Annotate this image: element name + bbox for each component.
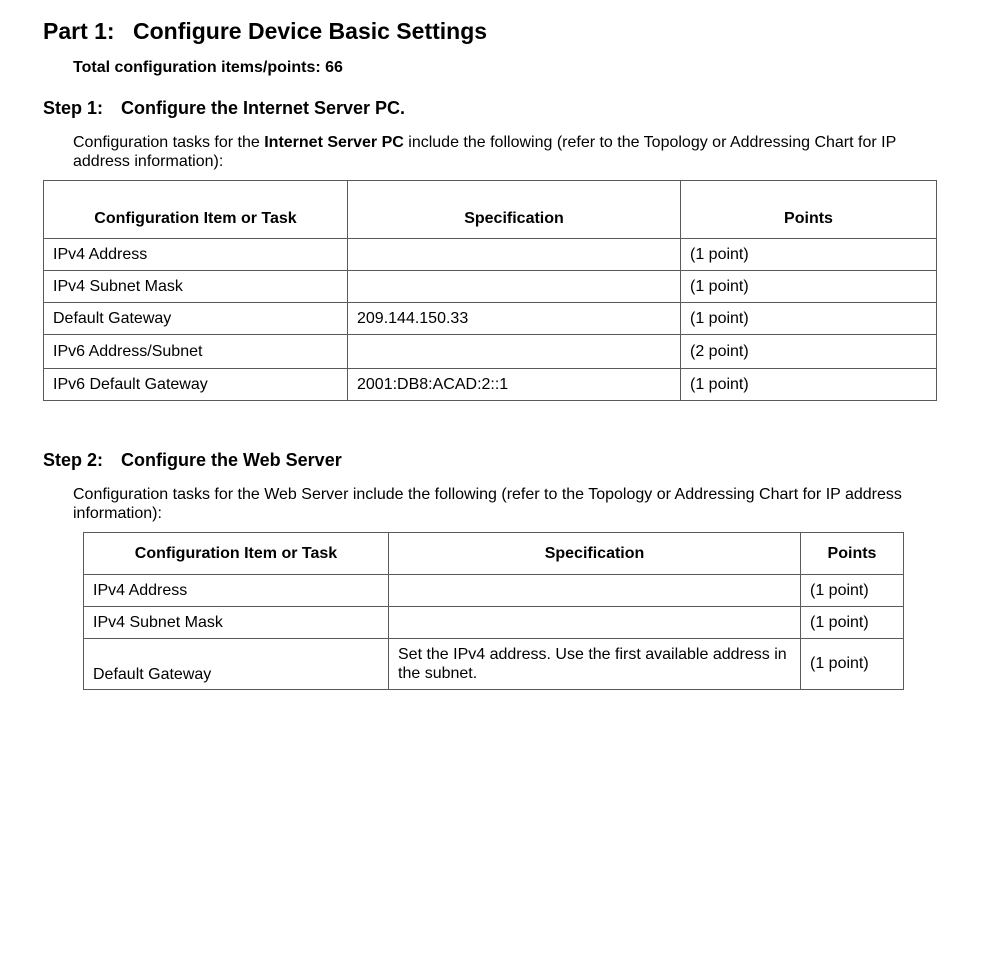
table-row [44,271,937,303]
step1-intro-post: include the following (refer to the Topology or Addressing Chart for IP address information): [73,134,896,170]
step1-intro [73,133,953,171]
points-cell: (1 point) [801,607,904,639]
item-cell: IPv4 Address [84,575,389,607]
item-cell: Default Gateway [44,303,348,335]
item-cell: IPv6 Address/Subnet [44,335,348,369]
total-points: Total configuration items/points: 66 [73,59,343,76]
table-row [84,607,904,639]
table-row [44,239,937,271]
step2-intro: Configuration tasks for the Web Server include the following (refer to the Topology or Addressing Chart for IP address information): [73,486,902,522]
spec-cell: Set the IPv4 address. Use the first available address in the subnet. [389,639,801,690]
table-row [84,575,904,607]
table-row [44,335,937,369]
spec-cell [389,575,801,607]
step2-title-text: Configure the Web Server [121,450,342,470]
spec-cell [348,239,681,271]
table-row [44,303,937,335]
item-cell: IPv4 Address [44,239,348,271]
step1-intro-bold: Internet Server PC [264,134,404,151]
step2-number: Step 2: [43,450,104,470]
points-cell: (1 point) [681,271,937,303]
item-cell: Default Gateway [84,639,389,690]
part-title [43,18,487,45]
step2-title [43,450,342,471]
spec-cell [348,335,681,369]
spec-cell [389,607,801,639]
part-title-text: Configure Device Basic Settings [133,18,488,44]
step1-title [43,98,405,119]
points-cell: (1 point) [801,575,904,607]
points-cell: (1 point) [801,639,904,690]
table-header-row [84,533,904,575]
points-cell: (1 point) [681,303,937,335]
points-cell: (1 point) [681,239,937,271]
header-item: Configuration Item or Task [84,533,389,575]
header-specification: Specification [348,181,681,239]
web-server-config-table [83,532,904,690]
header-points: Points [801,533,904,575]
header-item: Configuration Item or Task [44,181,348,239]
step1-number: Step 1: [43,98,104,118]
internet-server-config-table [43,180,937,401]
table-row [84,639,904,690]
step1-intro-pre: Configuration tasks for the [73,134,265,151]
points-cell: (1 point) [681,369,937,401]
item-cell: IPv4 Subnet Mask [44,271,348,303]
header-specification: Specification [389,533,801,575]
spec-cell: 209.144.150.33 [348,303,681,335]
part-number: Part 1: [43,18,115,44]
spec-cell: 2001:DB8:ACAD:2::1 [348,369,681,401]
step1-title-text: Configure the Internet Server PC. [121,98,406,118]
header-points: Points [681,181,937,239]
item-cell: IPv6 Default Gateway [44,369,348,401]
table-header-row [44,181,937,239]
table-row [44,369,937,401]
item-cell: IPv4 Subnet Mask [84,607,389,639]
points-cell: (2 point) [681,335,937,369]
spec-cell [348,271,681,303]
